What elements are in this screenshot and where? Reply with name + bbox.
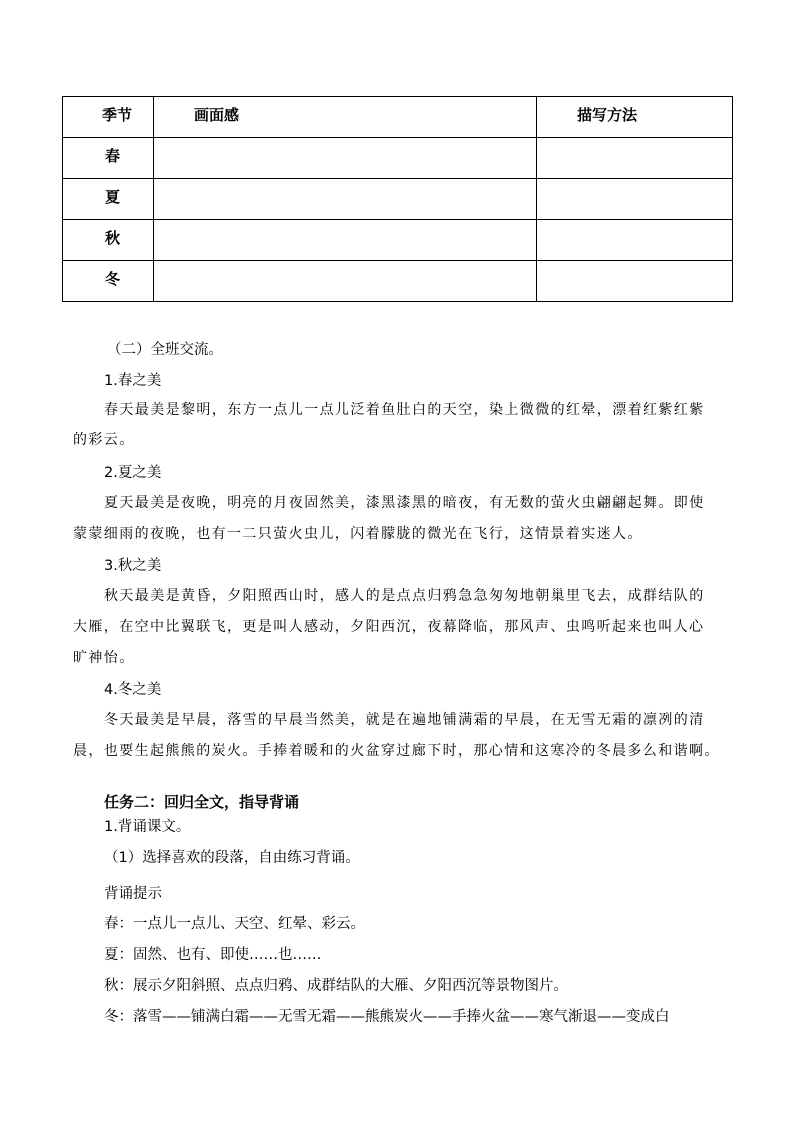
table-cell[interactable] — [154, 138, 537, 179]
hint-summer: 夏：固然、也有、即使……也…… — [104, 947, 322, 963]
hint-winter: 冬：落雪——铺满白霜——无雪无霜——熊熊炭火——手捧火盆——寒气渐退——变成白 — [104, 1009, 670, 1025]
summer-text-line: 蒙蒙细雨的夜晚，也有一二只萤火虫儿，闪着朦胧的微光在飞行，这情景着实迷人。 — [73, 526, 643, 542]
seasons-table — [62, 96, 733, 302]
table-cell[interactable] — [537, 220, 733, 261]
winter-text-line: 晨，也要生起熊熊的炭火。手捧着暖和的火盆穿过廊下时，那心情和这寒冷的冬晨多么和谐啊。 — [73, 743, 720, 759]
table-row — [63, 261, 733, 302]
table-header-row — [63, 97, 733, 138]
task2-title: 任务二：回归全文，指导背诵 — [104, 793, 300, 811]
hint-spring: 春：一点儿一点儿、天空、红晕、彩云。 — [104, 916, 365, 932]
autumn-text-line: 旷神怡。 — [73, 650, 135, 666]
table-cell[interactable] — [537, 179, 733, 220]
table-row — [63, 179, 733, 220]
autumn-text-line: 秋天最美是黄昏，夕阳照西山时，感人的是点点归鸦急急匆匆地朝巢里飞去，成群结队的 — [104, 588, 705, 604]
table-row — [63, 138, 733, 179]
summer-text-line: 夏天最美是夜晚，明亮的月夜固然美，漆黑漆黑的暗夜，有无数的萤火虫翩翩起舞。即使 — [104, 495, 705, 511]
table-cell[interactable] — [537, 261, 733, 302]
winter-text-line: 冬天最美是早晨，落雪的早晨当然美，就是在遍地铺满霜的早晨，在无雪无霜的凛冽的清 — [104, 712, 705, 728]
summer-heading: 2.夏之美 — [104, 465, 162, 481]
task2-item: 1.背诵课文。 — [104, 819, 191, 835]
task2-step: （1）选择喜欢的段落，自由练习背诵。 — [104, 850, 360, 866]
section-title: （二）全班交流。 — [107, 342, 223, 358]
table-cell[interactable] — [154, 179, 537, 220]
table-cell[interactable] — [537, 138, 733, 179]
season-label: 春 — [105, 147, 121, 165]
hint-autumn: 秋：展示夕阳斜照、点点归鸦、成群结队的大雁、夕阳西沉等景物图片。 — [104, 978, 568, 994]
spring-heading: 1.春之美 — [104, 373, 162, 389]
season-label: 秋 — [105, 229, 121, 247]
season-label: 冬 — [105, 270, 121, 288]
table-cell[interactable] — [154, 220, 537, 261]
spring-text-line: 的彩云。 — [73, 432, 135, 448]
header-imagery: 画面感 — [194, 106, 240, 124]
spring-text-line: 春天最美是黎明，东方一点儿一点儿泛着鱼肚白的天空，染上微微的红晕，漂着红紫红紫 — [104, 402, 705, 418]
table-row — [63, 220, 733, 261]
autumn-heading: 3.秋之美 — [104, 558, 162, 574]
winter-heading: 4.冬之美 — [104, 682, 162, 698]
header-season: 季节 — [102, 106, 133, 124]
hint-title: 背诵提示 — [104, 886, 162, 902]
autumn-text-line: 大雁，在空中比翼联飞，更是叫人感动，夕阳西沉，夜幕降临，那风声、虫鸣听起来也叫人心 — [73, 619, 705, 635]
season-label: 夏 — [105, 188, 121, 206]
header-method: 描写方法 — [577, 106, 638, 124]
table-cell[interactable] — [154, 261, 537, 302]
